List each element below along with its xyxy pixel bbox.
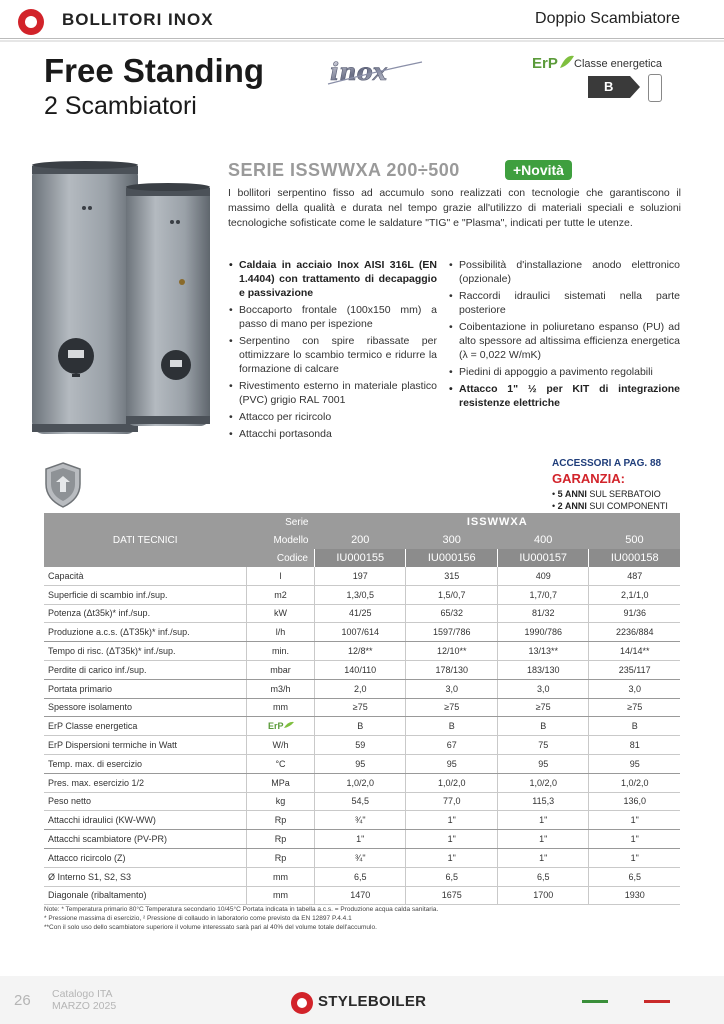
- value-cell: 1,0/2,0: [497, 773, 588, 792]
- brand-logo-icon: [18, 9, 44, 35]
- catalog-name: Catalogo ITA: [52, 988, 113, 1000]
- row-label: Portata primario: [44, 679, 247, 698]
- feature-item: • Raccordi idraulici sistemati nella parte posteriore: [449, 289, 680, 317]
- value-cell: 3,0: [589, 679, 680, 698]
- row-label: Diagonale (ribaltamento): [44, 886, 247, 905]
- value-cell: 6,5: [589, 867, 680, 886]
- table-row: [44, 867, 680, 886]
- value-cell: 1": [406, 811, 497, 830]
- row-label: Capacità: [44, 567, 247, 585]
- value-cell: B: [315, 717, 406, 736]
- table-row: [44, 679, 680, 698]
- row-unit: min.: [247, 642, 315, 661]
- value-cell: 12/8**: [315, 642, 406, 661]
- table-row: [44, 848, 680, 867]
- value-cell: 81: [589, 736, 680, 755]
- table-row: [44, 660, 680, 679]
- value-cell: ≥75: [589, 698, 680, 717]
- value-cell: 1": [497, 848, 588, 867]
- value-cell: 95: [589, 754, 680, 773]
- inox-logo-icon: [326, 58, 424, 88]
- row-label: Attacchi idraulici (KW-WW): [44, 811, 247, 830]
- table-row: [44, 567, 680, 585]
- value-cell: 54,5: [315, 792, 406, 811]
- code-cell: IU000158: [589, 549, 680, 567]
- value-cell: 6,5: [315, 867, 406, 886]
- header-title: BOLLITORI INOX: [62, 10, 214, 29]
- feature-item: • Coibentazione in poliuretano espanso (PU) ad alto spessore ad altissima efficienza energetica (λ = 0,022 W/mK): [449, 320, 680, 362]
- value-cell: 91/36: [589, 604, 680, 623]
- value-cell: 1,0/2,0: [315, 773, 406, 792]
- page-number: 26: [14, 992, 31, 1009]
- value-cell: 81/32: [497, 604, 588, 623]
- value-cell: 6,5: [406, 867, 497, 886]
- value-cell: 3,0: [497, 679, 588, 698]
- value-cell: 3,0: [406, 679, 497, 698]
- product-description: I bollitori serpentino fisso ad accumulo sono realizzati con tecnologie che garantiscono il massimo della qualità e durata nel tempo grazie all'utilizzo di materiali speciali e soluzioni tecnologiche sofisticate come le saldature "TIG" e "Plasma", indicati per tutte le utenze.: [228, 187, 681, 229]
- row-unit: Rp: [247, 830, 315, 849]
- value-cell: 1": [406, 830, 497, 849]
- codice-label: Codice: [247, 549, 315, 567]
- serie-value: ISSWWXA: [315, 513, 681, 531]
- value-cell: 235/117: [589, 660, 680, 679]
- table-row: [44, 736, 680, 755]
- catalog-info: [52, 988, 116, 1012]
- row-unit: °C: [247, 754, 315, 773]
- value-cell: 140/110: [315, 660, 406, 679]
- value-cell: 1,3/0,5: [315, 585, 406, 604]
- row-label: Ø Interno S1, S2, S3: [44, 867, 247, 886]
- value-cell: 1597/786: [406, 623, 497, 642]
- row-unit: mbar: [247, 660, 315, 679]
- row-label: ErP Dispersioni termiche in Watt: [44, 736, 247, 755]
- flag-red-bar: [644, 1000, 670, 1003]
- row-label: Pres. max. esercizio 1/2: [44, 773, 247, 792]
- value-cell: 1675: [406, 886, 497, 905]
- table-row: [44, 773, 680, 792]
- value-cell: 1": [589, 811, 680, 830]
- value-cell: ¾": [315, 811, 406, 830]
- row-label: Potenza (Δt35k)* inf./sup.: [44, 604, 247, 623]
- table-row: [44, 717, 680, 736]
- model-cell: 400: [497, 531, 588, 549]
- erp-logo-icon: [532, 52, 574, 74]
- value-cell: 197: [315, 567, 406, 585]
- value-cell: 1930: [589, 886, 680, 905]
- row-label: Attacchi scambiatore (PV-PR): [44, 830, 247, 849]
- value-cell: 67: [406, 736, 497, 755]
- warranty-title: GARANZIA:: [552, 471, 625, 486]
- page-subtitle: 2 Scambiatori: [44, 92, 197, 120]
- value-cell: 1,7/0,7: [497, 585, 588, 604]
- value-cell: 13/13**: [497, 642, 588, 661]
- row-unit: W/h: [247, 736, 315, 755]
- value-cell: 1,5/0,7: [406, 585, 497, 604]
- warranty-shield-icon: [44, 462, 82, 508]
- feature-item: • Attacco per ricircolo: [229, 410, 437, 424]
- model-cell: 200: [315, 531, 406, 549]
- row-unit: MPa: [247, 773, 315, 792]
- value-cell: 12/10**: [406, 642, 497, 661]
- brand-name: STYLEBOILER: [318, 993, 427, 1010]
- value-cell: B: [497, 717, 588, 736]
- model-cell: 300: [406, 531, 497, 549]
- series-title: SERIE ISSWWXA 200÷500: [228, 160, 460, 180]
- note-line: Note: * Temperatura primario 80°C Temperatura secondario 10/45°C Portata indicata in tabella a.c.s. = Produzione acqua calda sanitaria.: [44, 906, 439, 913]
- erp-class-arrow: [588, 76, 640, 98]
- feature-item: • Possibilità d'installazione anodo elettronico (opzionale): [449, 258, 680, 286]
- warranty-item: • 5 ANNI SUL SERBATOIO: [552, 489, 661, 499]
- value-cell: B: [406, 717, 497, 736]
- value-cell: 1": [589, 848, 680, 867]
- product-image: [24, 160, 220, 450]
- value-cell: 178/130: [406, 660, 497, 679]
- table-row: [44, 642, 680, 661]
- table-notes: [44, 905, 684, 932]
- value-cell: 115,3: [497, 792, 588, 811]
- table-row: [44, 811, 680, 830]
- features-left: [229, 258, 437, 444]
- warranty-item: • 2 ANNI SUI COMPONENTI: [552, 501, 668, 511]
- value-cell: 2,0: [315, 679, 406, 698]
- row-label: Spessore isolamento: [44, 698, 247, 717]
- value-cell: 315: [406, 567, 497, 585]
- row-unit: m2: [247, 585, 315, 604]
- value-cell: 95: [315, 754, 406, 773]
- header-section: Doppio Scambiatore: [535, 10, 680, 27]
- header-divider-shadow: [0, 40, 724, 42]
- value-cell: 1,0/2,0: [406, 773, 497, 792]
- feature-item: • Boccaporto frontale (100x150 mm) a passo di mano per ispezione: [229, 303, 437, 331]
- row-unit: mm: [247, 698, 315, 717]
- flag-green-bar: [582, 1000, 608, 1003]
- value-cell: 14/14**: [589, 642, 680, 661]
- tank-icon: [648, 74, 662, 102]
- value-cell: ≥75: [406, 698, 497, 717]
- value-cell: 409: [497, 567, 588, 585]
- value-cell: 75: [497, 736, 588, 755]
- feature-item: • Piedini di appoggio a pavimento regolabili: [449, 365, 680, 379]
- table-header-row: [44, 513, 680, 531]
- note-line: **Con il solo uso dello scambiatore superiore il volume interessato sarà pari al 40% del volume totale dell'accumulo.: [44, 924, 377, 931]
- value-cell: 65/32: [406, 604, 497, 623]
- value-cell: 1": [589, 830, 680, 849]
- table-row: [44, 792, 680, 811]
- table-row: [44, 604, 680, 623]
- value-cell: 183/130: [497, 660, 588, 679]
- header-divider: [0, 38, 724, 39]
- value-cell: ≥75: [497, 698, 588, 717]
- value-cell: 95: [497, 754, 588, 773]
- row-label: Perdite di carico inf./sup.: [44, 660, 247, 679]
- table-row: [44, 754, 680, 773]
- row-unit: l: [247, 567, 315, 585]
- table-row: [44, 623, 680, 642]
- row-label: Peso netto: [44, 792, 247, 811]
- value-cell: 1990/786: [497, 623, 588, 642]
- warranty-list: [552, 488, 668, 512]
- value-cell: 1": [497, 811, 588, 830]
- svg-text:inox: inox: [330, 58, 387, 86]
- row-unit: mm: [247, 867, 315, 886]
- value-cell: 1": [406, 848, 497, 867]
- row-unit: m3/h: [247, 679, 315, 698]
- table-row: [44, 585, 680, 604]
- table-row: [44, 830, 680, 849]
- row-unit: l/h: [247, 623, 315, 642]
- svg-text:ErP: ErP: [532, 55, 558, 72]
- value-cell: 95: [406, 754, 497, 773]
- modello-label: Modello: [247, 531, 315, 549]
- feature-item: • Caldaia in acciaio Inox AISI 316L (EN 1.4404) con trattamento di decapaggio e passivazione: [229, 258, 437, 300]
- value-cell: 487: [589, 567, 680, 585]
- value-cell: 6,5: [497, 867, 588, 886]
- row-label: Produzione a.c.s. (ΔT35k)* inf./sup.: [44, 623, 247, 642]
- code-cell: IU000156: [406, 549, 497, 567]
- row-unit: kg: [247, 792, 315, 811]
- new-badge: +Novità: [505, 160, 572, 180]
- tech-data-table: [44, 513, 680, 905]
- row-label: ErP Classe energetica: [44, 717, 247, 736]
- erp-class-value: B: [604, 79, 614, 94]
- value-cell: 136,0: [589, 792, 680, 811]
- note-line: * Pressione massima di esercizio, ² Pressione di collaudo in laboratorio come previsto da EN 12897 P.4.4.1: [44, 915, 352, 922]
- value-cell: 77,0: [406, 792, 497, 811]
- feature-item: • Serpentino con spire ribassate per ottimizzare lo scambio termico e ridurre la formazione di calcare: [229, 334, 437, 376]
- value-cell: 1,0/2,0: [589, 773, 680, 792]
- value-cell: ≥75: [315, 698, 406, 717]
- value-cell: 1": [315, 830, 406, 849]
- value-cell: 1": [497, 830, 588, 849]
- row-unit: [247, 717, 315, 736]
- row-label: Temp. max. di esercizio: [44, 754, 247, 773]
- row-label: Tempo di risc. (ΔT35k)* inf./sup.: [44, 642, 247, 661]
- svg-text:ErP: ErP: [267, 721, 284, 731]
- value-cell: 41/25: [315, 604, 406, 623]
- page-title: Free Standing: [44, 52, 265, 89]
- catalog-date: MARZO 2025: [52, 1000, 117, 1012]
- value-cell: 1470: [315, 886, 406, 905]
- row-unit: kW: [247, 604, 315, 623]
- table-row: [44, 698, 680, 717]
- serie-label: Serie: [247, 513, 315, 531]
- value-cell: 2236/884: [589, 623, 680, 642]
- value-cell: 2,1/1,0: [589, 585, 680, 604]
- accessories-reference: ACCESSORI A PAG. 88: [552, 458, 662, 469]
- erp-label: Classe energetica: [574, 58, 663, 70]
- row-unit: Rp: [247, 811, 315, 830]
- model-cell: 500: [589, 531, 680, 549]
- value-cell: 1700: [497, 886, 588, 905]
- code-cell: IU000155: [315, 549, 406, 567]
- feature-item: • Attacco 1" ½ per KIT di integrazione resistenze elettriche: [449, 382, 680, 410]
- value-cell: 59: [315, 736, 406, 755]
- row-label: Attacco ricircolo (Z): [44, 848, 247, 867]
- feature-item: • Attacchi portasonda: [229, 427, 437, 441]
- code-cell: IU000157: [497, 549, 588, 567]
- feature-item: • Rivestimento esterno in materiale plastico (PVC) grigio RAL 7001: [229, 379, 437, 407]
- value-cell: ¾": [315, 848, 406, 867]
- row-unit: mm: [247, 886, 315, 905]
- row-unit: Rp: [247, 848, 315, 867]
- erp-mini-icon: [268, 720, 294, 730]
- row-label: Superficie di scambio inf./sup.: [44, 585, 247, 604]
- tech-data-heading: DATI TECNICI: [44, 513, 247, 567]
- table-row: [44, 886, 680, 905]
- value-cell: 1007/614: [315, 623, 406, 642]
- features-right: [449, 258, 680, 413]
- value-cell: B: [589, 717, 680, 736]
